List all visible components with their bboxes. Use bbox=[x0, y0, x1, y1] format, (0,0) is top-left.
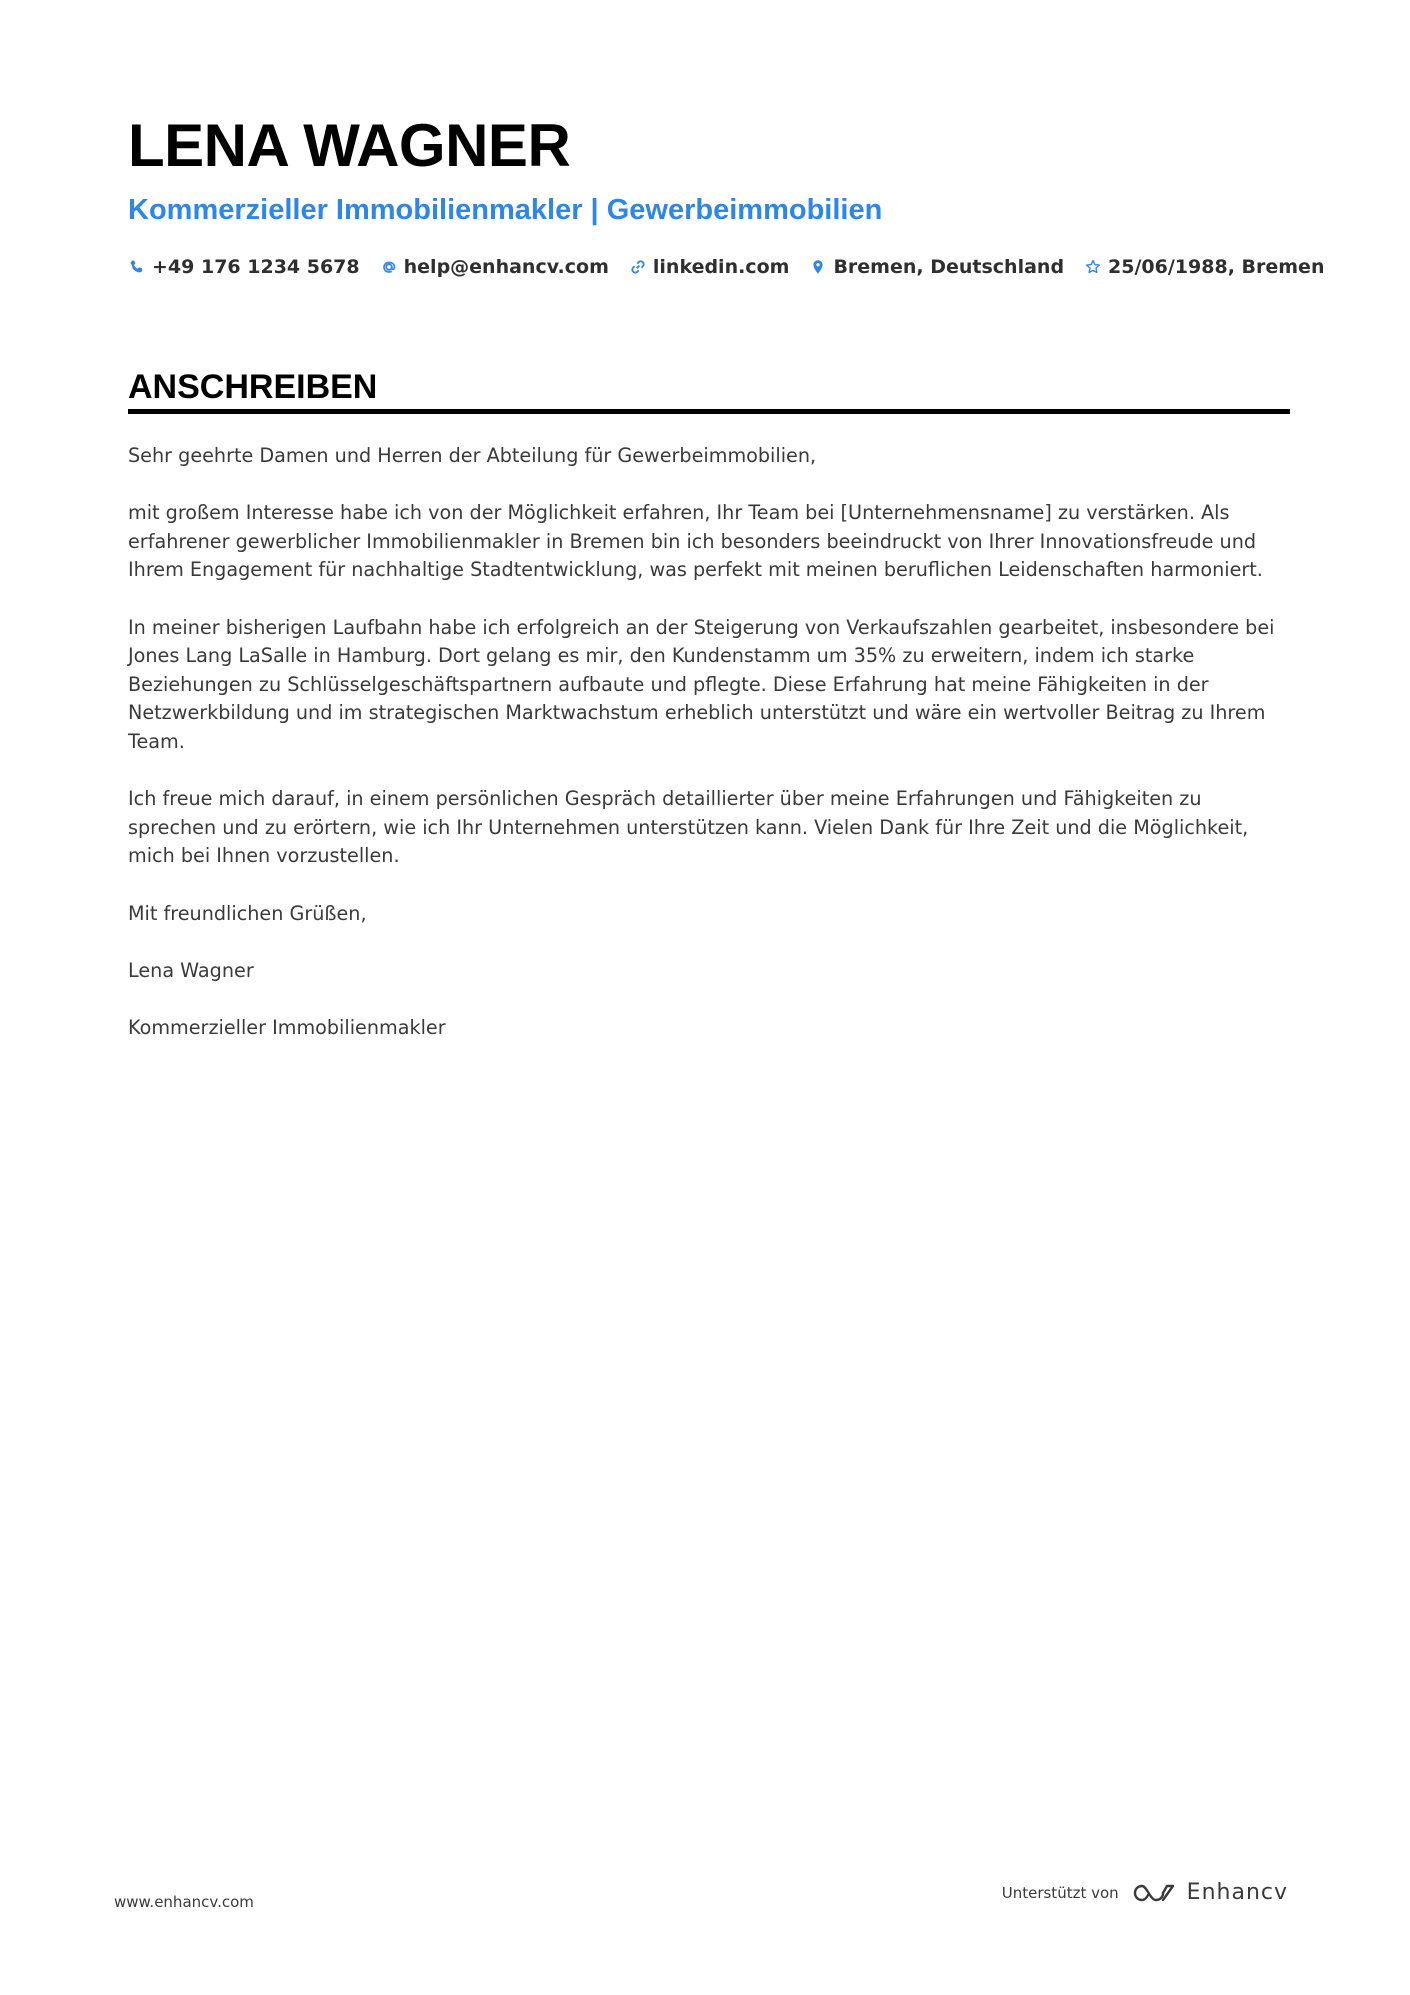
contact-email[interactable] bbox=[380, 256, 609, 278]
section-title: ANSCHREIBEN bbox=[128, 368, 378, 406]
phone-icon bbox=[128, 258, 146, 276]
header bbox=[128, 110, 1325, 278]
at-icon bbox=[380, 258, 398, 276]
location-text: Bremen, Deutschland bbox=[833, 256, 1065, 278]
email-text: help@enhancv.com bbox=[403, 256, 609, 278]
contact-birth bbox=[1084, 256, 1324, 278]
letter-body bbox=[128, 442, 1293, 1071]
location-pin-icon bbox=[809, 258, 827, 276]
closing-phrase: Mit freundlichen Grüßen, bbox=[128, 901, 367, 925]
brand-name: Enhancv bbox=[1186, 1880, 1288, 1905]
linkedin-text: linkedin.com bbox=[652, 256, 790, 278]
phone-text: +49 176 1234 5678 bbox=[152, 256, 360, 278]
link-icon bbox=[629, 258, 647, 276]
signature-title: Kommerzieller Immobilienmakler bbox=[128, 1015, 446, 1039]
applicant-name: LENA WAGNER bbox=[128, 112, 571, 179]
star-icon bbox=[1084, 258, 1102, 276]
job-title: Kommerzieller Immobilienmakler | Gewerbeimmobilien bbox=[128, 194, 883, 226]
powered-by-text: Unterstützt von bbox=[1001, 1883, 1119, 1902]
paragraph-closing: Ich freue mich darauf, in einem persönlichen Gespräch detaillierter über meine Erfahrungen und Fähigkeiten zu sprechen und zu erörtern, wie ich Ihr Unternehmen unterstützen kann. Vielen Dank für Ihre Zeit und die Möglichkeit, mich bei Ihnen vorzustellen. bbox=[128, 787, 1249, 868]
contact-bar bbox=[128, 256, 1325, 278]
footer-branding[interactable] bbox=[1002, 1880, 1288, 1905]
paragraph-intro: mit großem Interesse habe ich von der Möglichkeit erfahren, Ihr Team bei [Unternehmensname] zu verstärken. Als erfahrener gewerblicher Immobilienmakler in Bremen bin ich besonders beeindruckt von Ihrer Innovationsfreude und Ihrem Engagement für nachhaltige Stadtentwicklung, was perfekt mit meinen beruflichen Leidenschaften harmoniert. bbox=[128, 501, 1263, 582]
birth-text: 25/06/1988, Bremen bbox=[1108, 256, 1325, 278]
signature-name: Lena Wagner bbox=[128, 958, 254, 982]
contact-linkedin[interactable] bbox=[629, 256, 790, 278]
footer-website[interactable]: www.enhancv.com bbox=[114, 1893, 254, 1911]
salutation: Sehr geehrte Damen und Herren der Abteilung für Gewerbeimmobilien, bbox=[128, 444, 817, 467]
section-divider bbox=[128, 409, 1290, 414]
contact-phone[interactable] bbox=[128, 256, 360, 278]
contact-location bbox=[809, 256, 1064, 278]
paragraph-experience: In meiner bisherigen Laufbahn habe ich erfolgreich an der Steigerung von Verkaufszahlen gearbeitet, insbesondere bei Jones Lang LaSalle in Hamburg. Dort gelang es mir, den Kundenstamm um 35% zu erweitern, indem ich starke Beziehungen zu Schlüsselgeschäftspartnern aufbaute und pflegte. Diese Erfahrung hat meine Fähigkeiten in der Netzwerkbildung und im strategischen Marktwachstum erheblich unterstützt und wäre ein wertvoller Beitrag zu Ihrem Team. bbox=[128, 615, 1275, 753]
enhancv-logo-icon bbox=[1131, 1881, 1177, 1905]
